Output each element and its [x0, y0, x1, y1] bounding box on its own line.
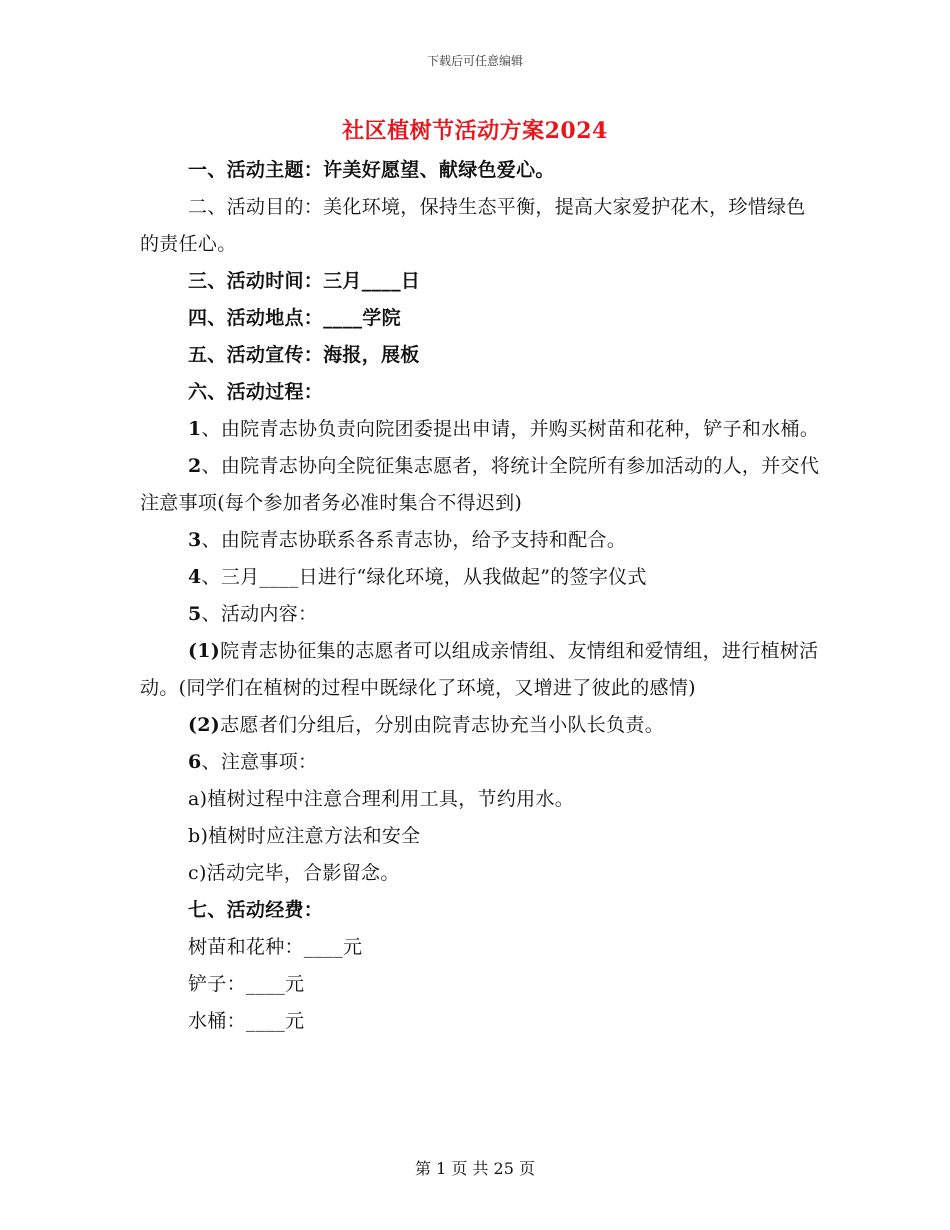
document-title: 社区植树节活动方案2024: [342, 118, 608, 144]
item-text: 、由院青志协向全院征集志愿者，将统计全院所有参加活动的人，并交代注意事项(每个参加者务必准时集合不得迟到): [140, 455, 820, 514]
item-number: 6: [188, 751, 202, 773]
process-item-6: [140, 744, 820, 781]
section-budget: 七、活动经费：: [188, 899, 324, 921]
content-sub-2: [140, 707, 820, 744]
note-b: b)植树时应注意方法和安全: [188, 825, 421, 847]
sub-text: 志愿者们分组后，分别由院青志协充当小队长负责。: [220, 714, 665, 736]
document-body: [140, 152, 820, 1040]
item-text: 、三月____日进行“绿化环境，从我做起”的签字仪式: [201, 566, 647, 588]
item-text: 、活动内容：: [201, 603, 318, 625]
item-text: 、注意事项：: [201, 751, 318, 773]
sub-number: (2): [188, 714, 221, 736]
item-number: 3: [188, 529, 202, 551]
cost-saplings-seeds: 树苗和花种：____元: [188, 936, 363, 958]
item-text: 、由院青志协联系各系青志协，给予支持和配合。: [201, 529, 627, 551]
section-purpose: 二、活动目的：美化环境，保持生态平衡，提高大家爱护花木，珍惜绿色的责任心。: [140, 196, 806, 255]
section-location: 四、活动地点：____学院: [188, 307, 401, 329]
process-item-2: [140, 448, 820, 522]
section-time: 三、活动时间：三月____日: [188, 270, 421, 292]
note-c: c)活动完毕，合影留念。: [188, 862, 400, 884]
item-number: 5: [188, 603, 202, 625]
page-footer: 第 1 页 共 25 页: [415, 1159, 535, 1178]
process-item-5: [140, 596, 820, 633]
header-note: 下载后可任意编辑: [426, 54, 523, 68]
section-publicity: 五、活动宣传：海报，展板: [188, 344, 420, 366]
sub-text: 院青志协征集的志愿者可以组成亲情组、友情组和爱情组，进行植树活动。(同学们在植树的过程中既绿化了环境，又增进了彼此的感情): [140, 640, 819, 699]
cost-buckets: 水桶：____元: [188, 1010, 305, 1032]
process-item-3: [140, 522, 820, 559]
note-a: a)植树过程中注意合理利用工具，节约用水。: [188, 788, 575, 810]
item-number: 2: [188, 455, 202, 477]
item-number: 4: [188, 566, 202, 588]
cost-shovels: 铲子：____元: [188, 973, 305, 995]
section-process: 六、活动过程：: [188, 381, 324, 403]
process-item-1: [140, 411, 820, 448]
item-text: 、由院青志协负责向院团委提出申请，并购买树苗和花种，铲子和水桶。: [201, 418, 820, 440]
item-number: 1: [188, 418, 202, 440]
section-theme: 一、活动主题：许美好愿望、献绿色爱心。: [188, 159, 555, 181]
content-sub-1: [140, 633, 820, 707]
sub-number: (1): [188, 640, 221, 662]
process-item-4: [140, 559, 820, 596]
